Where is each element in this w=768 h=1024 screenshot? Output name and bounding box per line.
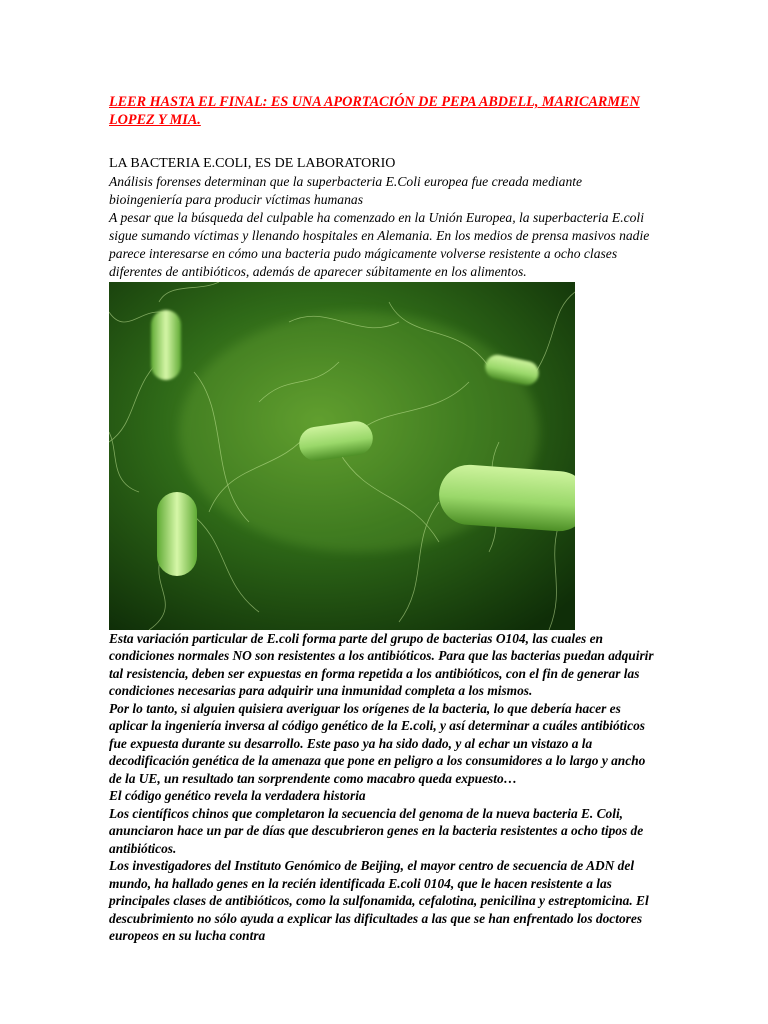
body-paragraph: Por lo tanto, si alguien quisiera averiguar los orígenes de la bacteria, lo que debería hacer es aplicar la ingeniería inversa al código genético de la E.coli, y así determinar a cuáles antibióticos fue expuesta durante su desarrollo. Este paso ya ha sido dado, y al echar un vistazo a la decodificación genética de la amenaza que pone en peligro a los consumidores a lo largo y ancho de la UE, un resultado tan sorprendente como macabro queda expuesto… [109, 700, 646, 786]
notice-link[interactable]: LEER HASTA EL FINAL: ES UNA APORTACIÓN DE PEPA ABDELL, MARICARMEN LOPEZ Y MIA. [109, 94, 640, 128]
body-paragraph: Esta variación particular de E.coli forma parte del grupo de bacterias O104, las cuales en condiciones normales NO son resistentes a los antibióticos. Para que las bacterias puedan adquirir tal resistencia, deben ser expuestas en forma repetida a los antibióticos, con el fin de generar las condiciones necesarias para adquirir una inmunidad completa a los mismos. [109, 630, 654, 699]
article-intro [109, 173, 657, 282]
body-paragraph: Los investigadores del Instituto Genómico de Beijing, el mayor centro de secuencia de ADN del mundo, ha hallado genes en la recién identificada E.coli 0104, que le hacen resistente a las principales clases de antibióticos, como la sulfonamida, cefalotina, penicilina y estreptomicina. El descubrimiento no sólo ayuda a explicar las dificultades a las que se han enfrentado los doctores europeos en su lucha contra [109, 858, 649, 944]
document-page [109, 94, 657, 945]
body-paragraph: Los científicos chinos que completaron la secuencia del genoma de la nueva bacteria E. Coli, anunciaron hace un par de días que descubrieron genes en la bacteria resistentes a ocho tipos de antibióticos. [109, 805, 644, 856]
article-title: LA BACTERIA E.COLI, ES DE LABORATORIO [109, 156, 396, 171]
article-body [109, 630, 657, 945]
intro-paragraph: Análisis forenses determinan que la superbacteria E.Coli europea fue creada mediante bioingeniería para producir víctimas humanas [109, 174, 583, 208]
bacteria-image [109, 282, 575, 630]
intro-paragraph: A pesar que la búsqueda del culpable ha comenzado en la Unión Europea, la superbacteria E.coli sigue sumando víctimas y llenando hospitales en Alemania. En los medios de prensa masivos nadie parece interesarse en cómo una bacteria pudo mágicamente volverse resistente a ocho clases diferentes de antibióticos, además de aparecer súbitamente en los alimentos. [109, 210, 650, 280]
body-subheading: El código genético revela la verdadera historia [109, 788, 366, 804]
